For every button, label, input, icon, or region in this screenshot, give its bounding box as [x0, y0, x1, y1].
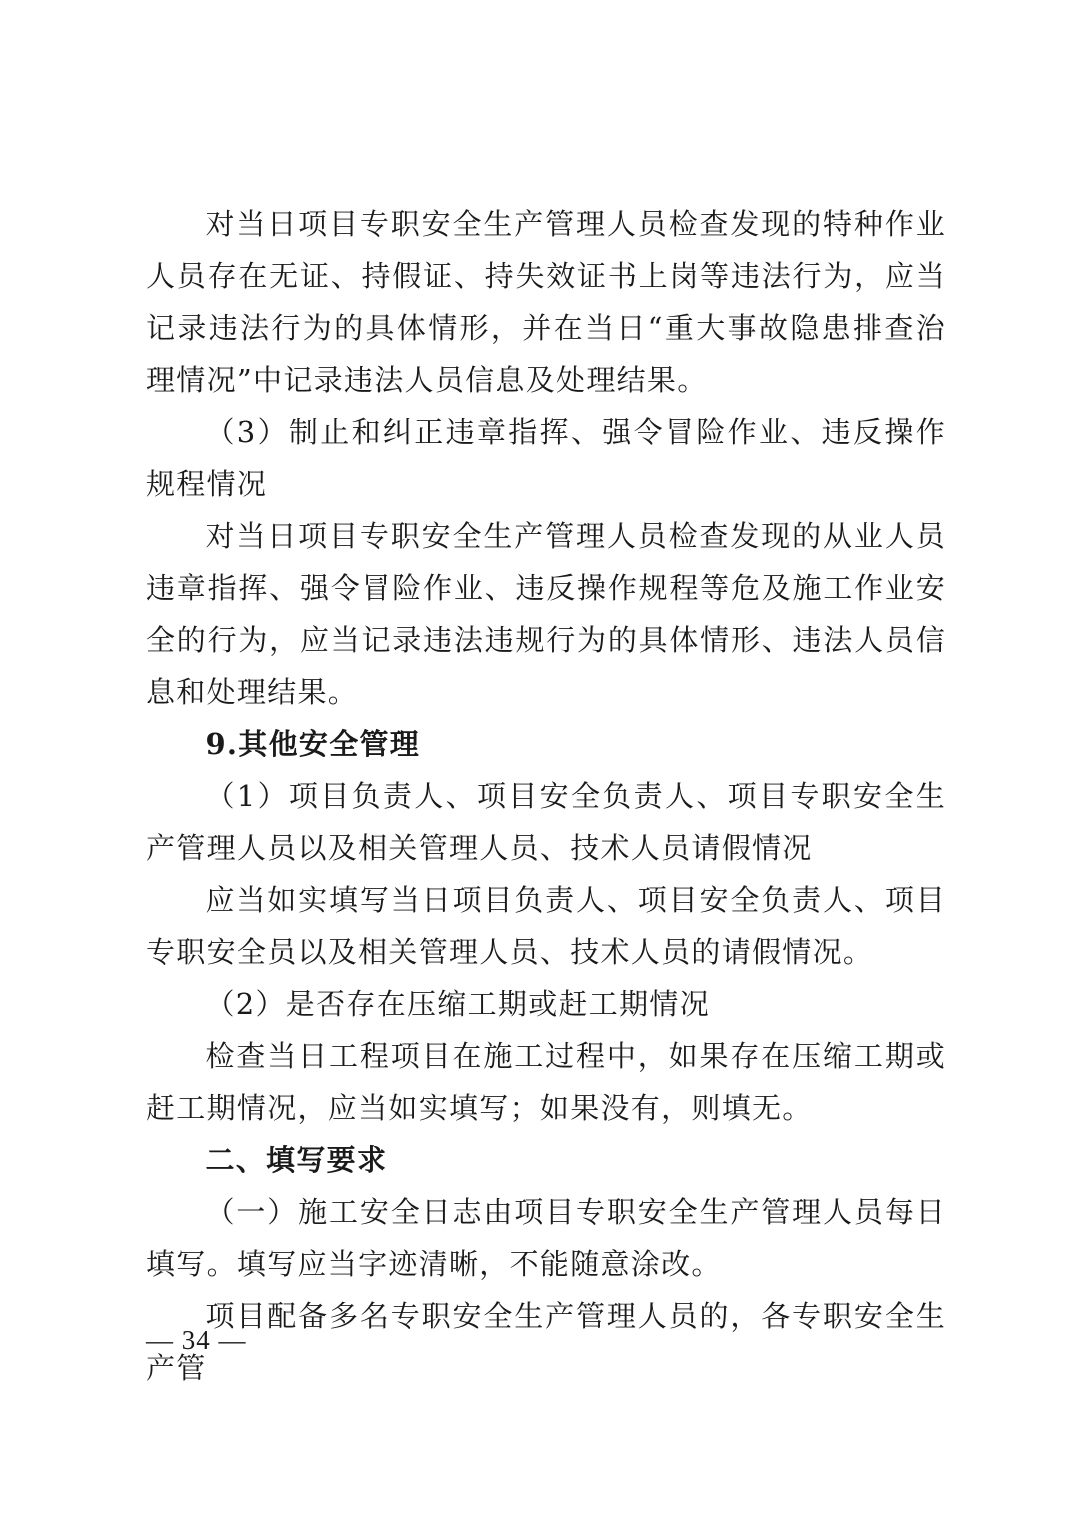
paragraph-daily-log-requirement: （一）施工安全日志由项目专职安全生产管理人员每日填写。填写应当字迹清晰，不能随意涂改。 [146, 1195, 946, 1281]
page-number: — 34 — [146, 1325, 247, 1355]
subheading-stop-violations: （3）制止和纠正违章指挥、强令冒险作业、违反操作规程情况 [146, 415, 946, 501]
paragraph-special-worker-violations: 对当日项目专职安全生产管理人员检查发现的特种作业人员存在无证、持假证、持失效证书上岗等违法行为，应当记录违法行为的具体情形，并在当日“重大事故隐患排查治理情况”中记录违法人员信息及处理结果。 [146, 207, 946, 397]
heading-filling-requirements: 二、填写要求 [205, 1143, 388, 1177]
body-text [146, 198, 946, 1394]
subheading-schedule-compression: （2）是否存在压缩工期或赶工期情况 [205, 987, 710, 1021]
heading-other-safety-management: 9.其他安全管理 [205, 727, 421, 761]
paragraph-multiple-managers: 项目配备多名专职安全生产管理人员的，各专职安全生产管 [146, 1299, 946, 1385]
paragraph-schedule-compression: 检查当日工程项目在施工过程中，如果存在压缩工期或赶工期情况，应当如实填写；如果没有，则填无。 [146, 1039, 946, 1125]
paragraph-leave-record: 应当如实填写当日项目负责人、项目安全负责人、项目专职安全员以及相关管理人员、技术人员的请假情况。 [146, 883, 946, 969]
paragraph-worker-violations: 对当日项目专职安全生产管理人员检查发现的从业人员违章指挥、强令冒险作业、违反操作规程等危及施工作业安全的行为，应当记录违法违规行为的具体情形、违法人员信息和处理结果。 [146, 519, 946, 709]
subheading-leave-situation: （1）项目负责人、项目安全负责人、项目专职安全生产管理人员以及相关管理人员、技术人员请假情况 [146, 779, 946, 865]
